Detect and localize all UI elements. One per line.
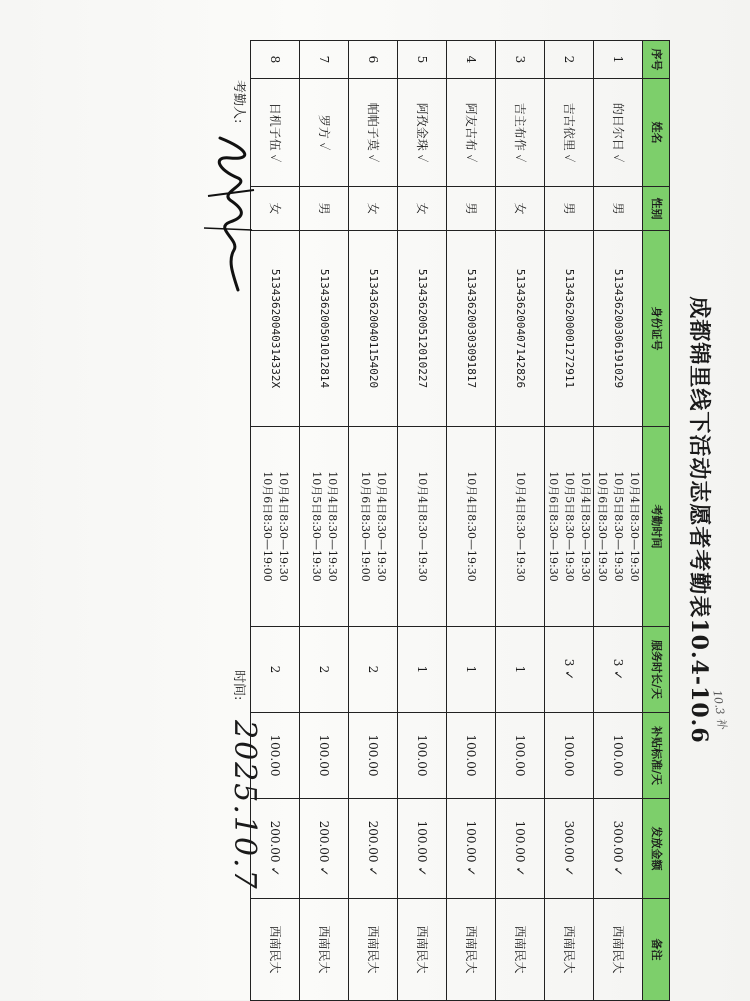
cell-amount: 100.00 ✓	[398, 799, 447, 899]
attendance-time: 10月4日8:30—19:30	[277, 471, 290, 582]
attendance-time: 10月4日8:30—19:30	[465, 471, 478, 582]
cell-days: 2	[251, 627, 300, 713]
col-header-remark: 备注	[643, 899, 670, 1001]
cell-times	[300, 427, 349, 627]
col-header-rate: 补贴标准/天	[643, 713, 670, 799]
col-header-no: 序号	[643, 41, 670, 79]
table-row	[594, 41, 643, 1001]
cell-remark: 西南民大	[545, 899, 594, 1001]
cell-id: 513436200501012814	[300, 231, 349, 427]
cell-remark: 西南民大	[349, 899, 398, 1001]
cell-remark: 西南民大	[496, 899, 545, 1001]
cell-gender: 女	[496, 187, 545, 231]
cell-gender: 男	[447, 187, 496, 231]
cell-amount: 300.00 ✓	[594, 799, 643, 899]
cell-days: 1	[447, 627, 496, 713]
cell-no: 3	[496, 41, 545, 79]
cell-amount: 200.00 ✓	[349, 799, 398, 899]
attendance-time: 10月6日8:30—19:00	[261, 471, 274, 582]
cell-id: 513436200512010227	[398, 231, 447, 427]
cell-id: 51343620040314332X	[251, 231, 300, 427]
cell-id: 513436200407142826	[496, 231, 545, 427]
table-row	[300, 41, 349, 1001]
attendance-time: 10月6日8:30—19:30	[596, 471, 609, 582]
cell-name: 帕帕子莫 ✓	[349, 79, 398, 187]
table-header-row	[643, 41, 670, 1001]
cell-days: 2	[349, 627, 398, 713]
cell-gender: 男	[594, 187, 643, 231]
cell-rate: 100.00	[349, 713, 398, 799]
cell-amount: 300.00 ✓	[545, 799, 594, 899]
cell-remark: 西南民大	[594, 899, 643, 1001]
handwritten-corner-note: 10.3 补	[710, 689, 729, 730]
document-title: 成都锦里线下活动志愿者考勤表10.4-10.6	[686, 296, 712, 744]
attendance-time: 10月5日8:30—19:30	[310, 471, 323, 582]
cell-remark: 西南民大	[447, 899, 496, 1001]
col-header-amount: 发放金额	[643, 799, 670, 899]
cell-days: 3 ✓	[594, 627, 643, 713]
table-row	[349, 41, 398, 1001]
attendance-table	[250, 40, 670, 1001]
cell-name: 罗方 ✓	[300, 79, 349, 187]
attendance-time: 10月4日8:30—19:30	[514, 471, 527, 582]
table-row	[447, 41, 496, 1001]
cell-times	[545, 427, 594, 627]
attendance-time: 10月4日8:30—19:30	[628, 471, 641, 582]
cell-no: 5	[398, 41, 447, 79]
cell-gender: 女	[251, 187, 300, 231]
attendance-time: 10月4日8:30—19:30	[416, 471, 429, 582]
cell-no: 2	[545, 41, 594, 79]
table-row	[398, 41, 447, 1001]
cell-gender: 女	[398, 187, 447, 231]
table-row	[496, 41, 545, 1001]
col-header-days: 服务时长/天	[643, 627, 670, 713]
cell-name: 阿友古布 ✓	[447, 79, 496, 187]
cell-amount: 200.00 ✓	[251, 799, 300, 899]
cell-no: 7	[300, 41, 349, 79]
col-header-gender: 性别	[643, 187, 670, 231]
cell-rate: 100.00	[398, 713, 447, 799]
cell-no: 6	[349, 41, 398, 79]
handwritten-signature	[200, 130, 260, 300]
date-label: 时间:	[231, 670, 246, 701]
attendance-time: 10月4日8:30—19:30	[579, 471, 592, 582]
cell-amount: 100.00 ✓	[496, 799, 545, 899]
cell-rate: 100.00	[251, 713, 300, 799]
cell-remark: 西南民大	[251, 899, 300, 1001]
cell-times	[594, 427, 643, 627]
cell-id: 513436200401154020	[349, 231, 398, 427]
checker-label: 考勤人:	[231, 80, 246, 124]
attendance-time: 10月5日8:30—19:30	[563, 471, 576, 582]
attendance-document	[0, 40, 730, 1000]
cell-no: 8	[251, 41, 300, 79]
attendance-time: 10月6日8:30—19:30	[547, 471, 560, 582]
cell-days: 1	[398, 627, 447, 713]
handwritten-date: 2025.10.7	[227, 720, 262, 891]
cell-gender: 男	[300, 187, 349, 231]
cell-name: 阿孜金珠 ✓	[398, 79, 447, 187]
cell-amount: 100.00 ✓	[447, 799, 496, 899]
cell-name: 的日尔日 ✓	[594, 79, 643, 187]
cell-remark: 西南民大	[300, 899, 349, 1001]
cell-days: 3 ✓	[545, 627, 594, 713]
col-header-times: 考勤时间	[643, 427, 670, 627]
cell-days: 1	[496, 627, 545, 713]
cell-remark: 西南民大	[398, 899, 447, 1001]
cell-gender: 女	[349, 187, 398, 231]
table-row	[545, 41, 594, 1001]
cell-rate: 100.00	[496, 713, 545, 799]
cell-name: 吉古依里 ✓	[545, 79, 594, 187]
cell-name: 日机子伍 ✓	[251, 79, 300, 187]
cell-id: 513436200001272911	[545, 231, 594, 427]
cell-times	[496, 427, 545, 627]
cell-amount: 200.00 ✓	[300, 799, 349, 899]
cell-rate: 100.00	[545, 713, 594, 799]
cell-id: 513436200303091817	[447, 231, 496, 427]
attendance-time: 10月4日8:30—19:30	[326, 471, 339, 582]
cell-times	[349, 427, 398, 627]
signature-area	[140, 40, 260, 1000]
cell-rate: 100.00	[594, 713, 643, 799]
cell-times	[398, 427, 447, 627]
cell-no: 1	[594, 41, 643, 79]
cell-rate: 100.00	[300, 713, 349, 799]
cell-times	[447, 427, 496, 627]
attendance-time: 10月4日8:30—19:30	[375, 471, 388, 582]
table-body	[251, 41, 643, 1001]
cell-name: 吉主布作 ✓	[496, 79, 545, 187]
attendance-time: 10月6日8:30—19:00	[359, 471, 372, 582]
col-header-name: 姓名	[643, 79, 670, 187]
cell-rate: 100.00	[447, 713, 496, 799]
cell-days: 2	[300, 627, 349, 713]
cell-id: 513436200306191029	[594, 231, 643, 427]
cell-gender: 男	[545, 187, 594, 231]
attendance-time: 10月5日8:30—19:30	[612, 471, 625, 582]
col-header-id: 身份证号	[643, 231, 670, 427]
cell-no: 4	[447, 41, 496, 79]
